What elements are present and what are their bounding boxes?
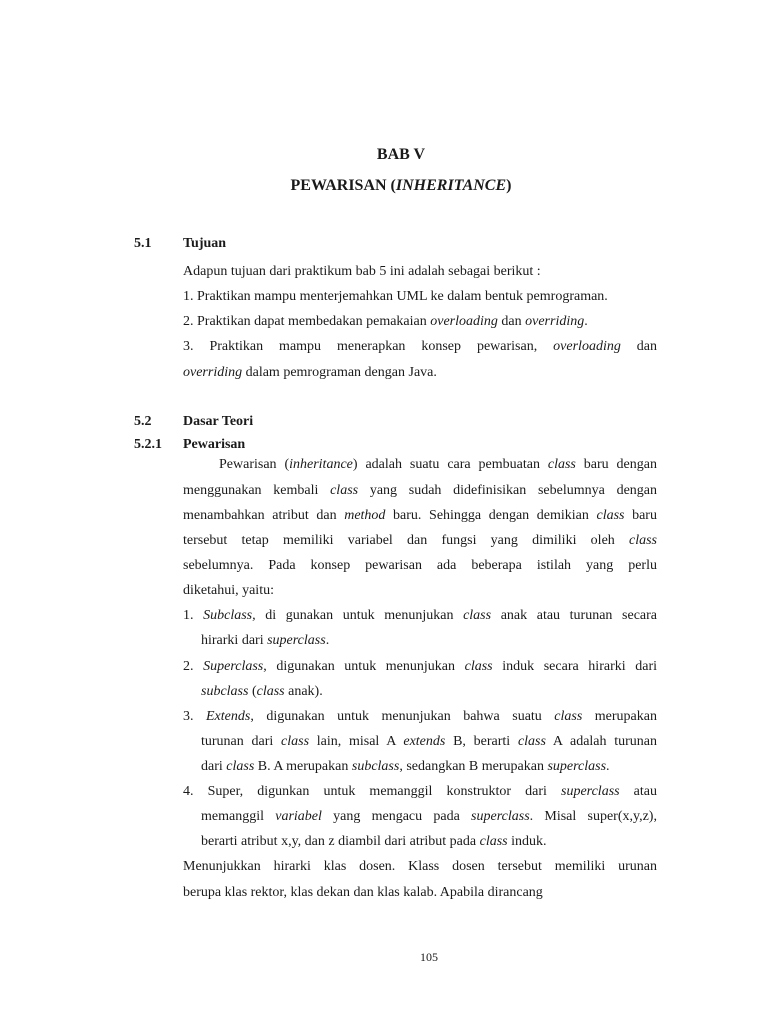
tujuan-item-2 bbox=[183, 313, 588, 331]
paragraph-line: Menunjukkan hirarki klas dosen. Klass dosen tersebut memiliki urunan bbox=[183, 859, 657, 874]
text-italic: subclass bbox=[351, 759, 400, 774]
list-item-super-cont-2 bbox=[201, 833, 547, 851]
subtitle-text: PEWARISAN ( bbox=[290, 177, 396, 194]
subtitle-italic: INHERITANCE bbox=[395, 177, 507, 194]
text-italic: overriding bbox=[525, 314, 585, 329]
text: 2. bbox=[183, 659, 204, 674]
paragraph-line: diketahui, yaitu: bbox=[183, 583, 274, 598]
text: ( bbox=[248, 684, 257, 699]
text: , sedangkan B merupakan bbox=[399, 759, 548, 774]
list-item-superclass bbox=[183, 658, 657, 676]
list-item-superclass-cont bbox=[201, 683, 323, 701]
text: , digunakan untuk menunjukan bahwa suatu bbox=[250, 709, 555, 724]
paragraph-line: sebelumnya. Pada konsep pewarisan ada beberapa istilah yang perlu bbox=[183, 558, 657, 573]
section-number-5-1: 5.1 bbox=[134, 236, 152, 251]
text: 1. bbox=[183, 608, 204, 623]
text: induk. bbox=[507, 834, 547, 849]
text-italic: class bbox=[226, 759, 255, 774]
text: dan bbox=[497, 314, 526, 329]
text: hirarki dari bbox=[201, 633, 268, 648]
text-italic: Subclass, bbox=[203, 608, 256, 623]
text: di gunakan untuk menunjukan bbox=[255, 608, 464, 623]
text: Pewarisan ( bbox=[219, 457, 290, 472]
text-italic: class bbox=[479, 834, 508, 849]
text: ) adalah suatu cara pembuatan bbox=[352, 457, 548, 472]
text-italic: superclass bbox=[267, 633, 326, 648]
text-italic: Extends bbox=[206, 709, 251, 724]
tujuan-item-3-cont bbox=[183, 364, 437, 382]
tujuan-intro: Adapun tujuan dari praktikum bab 5 ini adalah sebagai berikut : bbox=[183, 264, 541, 279]
tujuan-item-3 bbox=[183, 338, 657, 356]
list-item-extends-cont bbox=[201, 733, 657, 751]
text-italic: class bbox=[464, 659, 493, 674]
list-item-subclass-cont bbox=[201, 632, 329, 650]
text: tersebut tetap memiliki variabel dan fungsi yang dimiliki oleh bbox=[183, 533, 629, 548]
text: baru bbox=[624, 508, 657, 523]
text-italic: method bbox=[344, 508, 386, 523]
text: menggunakan kembali bbox=[183, 483, 331, 498]
section-title-tujuan: Tujuan bbox=[183, 236, 227, 251]
text-italic: Superclass bbox=[203, 659, 264, 674]
text: berarti atribut x,y, dan z diambil dari atribut pada bbox=[201, 834, 480, 849]
text-italic: superclass bbox=[471, 809, 530, 824]
text: baru. Sehingga dengan demikian bbox=[385, 508, 597, 523]
text: induk secara hirarki dari bbox=[492, 659, 657, 674]
text: atau bbox=[619, 784, 657, 799]
text: . Misal super(x,y,z), bbox=[529, 809, 657, 824]
text-italic: class bbox=[256, 684, 285, 699]
page-number: 105 bbox=[420, 950, 438, 964]
text-italic: variabel bbox=[275, 809, 322, 824]
subtitle-close: ) bbox=[506, 177, 512, 194]
text-italic: class bbox=[463, 608, 492, 623]
text: , digunakan untuk menunjukan bbox=[263, 659, 465, 674]
text: 4. Super, digunkan untuk memanggil konstruktor dari bbox=[183, 784, 561, 799]
text: baru dengan bbox=[575, 457, 657, 472]
list-item-subclass bbox=[183, 607, 657, 625]
text-italic: overloading bbox=[430, 314, 498, 329]
text: dalam pemrograman dengan Java. bbox=[242, 365, 437, 380]
paragraph-line bbox=[183, 482, 657, 500]
text: 3. bbox=[183, 709, 206, 724]
section-number-5-2-1: 5.2.1 bbox=[134, 437, 162, 452]
text: B, berarti bbox=[445, 734, 518, 749]
text: anak). bbox=[284, 684, 323, 699]
text: B. A merupakan bbox=[254, 759, 352, 774]
chapter-title: BAB V bbox=[376, 146, 426, 163]
text: menambahkan atribut dan bbox=[183, 508, 345, 523]
text-italic: superclass bbox=[561, 784, 620, 799]
text-italic: class bbox=[554, 709, 583, 724]
paragraph-line bbox=[183, 532, 657, 550]
text: 3. Praktikan mampu menerapkan konsep pewarisan, bbox=[183, 339, 554, 354]
tujuan-item-1: 1. Praktikan mampu menterjemahkan UML ke dalam bentuk pemrograman. bbox=[183, 289, 608, 304]
section-number-5-2: 5.2 bbox=[134, 414, 152, 429]
text: merupakan bbox=[582, 709, 657, 724]
text: lain, misal A bbox=[309, 734, 404, 749]
text-italic: inheritance bbox=[289, 457, 353, 472]
text: memanggil bbox=[201, 809, 276, 824]
text-italic: overriding bbox=[183, 365, 243, 380]
list-item-super bbox=[183, 783, 657, 801]
text-italic: overloading bbox=[553, 339, 621, 354]
text: A adalah turunan bbox=[545, 734, 658, 749]
paragraph-line: berupa klas rektor, klas dekan dan klas kalab. Apabila dirancang bbox=[183, 885, 543, 900]
text-italic: class bbox=[517, 734, 546, 749]
text: dari bbox=[201, 759, 227, 774]
text: yang mengacu pada bbox=[321, 809, 472, 824]
list-item-super-cont bbox=[201, 808, 657, 826]
text-italic: subclass bbox=[201, 684, 249, 699]
section-title-pewarisan: Pewarisan bbox=[183, 437, 246, 452]
text: anak atau turunan secara bbox=[491, 608, 657, 623]
list-item-extends bbox=[183, 708, 657, 726]
section-title-dasar-teori: Dasar Teori bbox=[183, 414, 254, 429]
paragraph-line bbox=[183, 507, 657, 525]
text-italic: extends bbox=[403, 734, 446, 749]
text: 2. Praktikan dapat membedakan pemakaian bbox=[183, 314, 431, 329]
text: dan bbox=[620, 339, 657, 354]
text-italic: class bbox=[629, 533, 657, 548]
text: turunan dari bbox=[201, 734, 282, 749]
chapter-subtitle bbox=[0, 177, 768, 195]
text-italic: class bbox=[330, 483, 359, 498]
text: . bbox=[325, 633, 330, 648]
text-italic: superclass bbox=[547, 759, 607, 774]
text: . bbox=[584, 314, 588, 329]
text: yang sudah didefinisikan sebelumnya dengan bbox=[358, 483, 657, 498]
paragraph-line bbox=[219, 456, 657, 474]
list-item-extends-cont-2 bbox=[201, 758, 610, 776]
text-italic: class bbox=[281, 734, 310, 749]
text: . bbox=[606, 759, 610, 774]
text-italic: class bbox=[596, 508, 625, 523]
text-italic: class bbox=[547, 457, 576, 472]
